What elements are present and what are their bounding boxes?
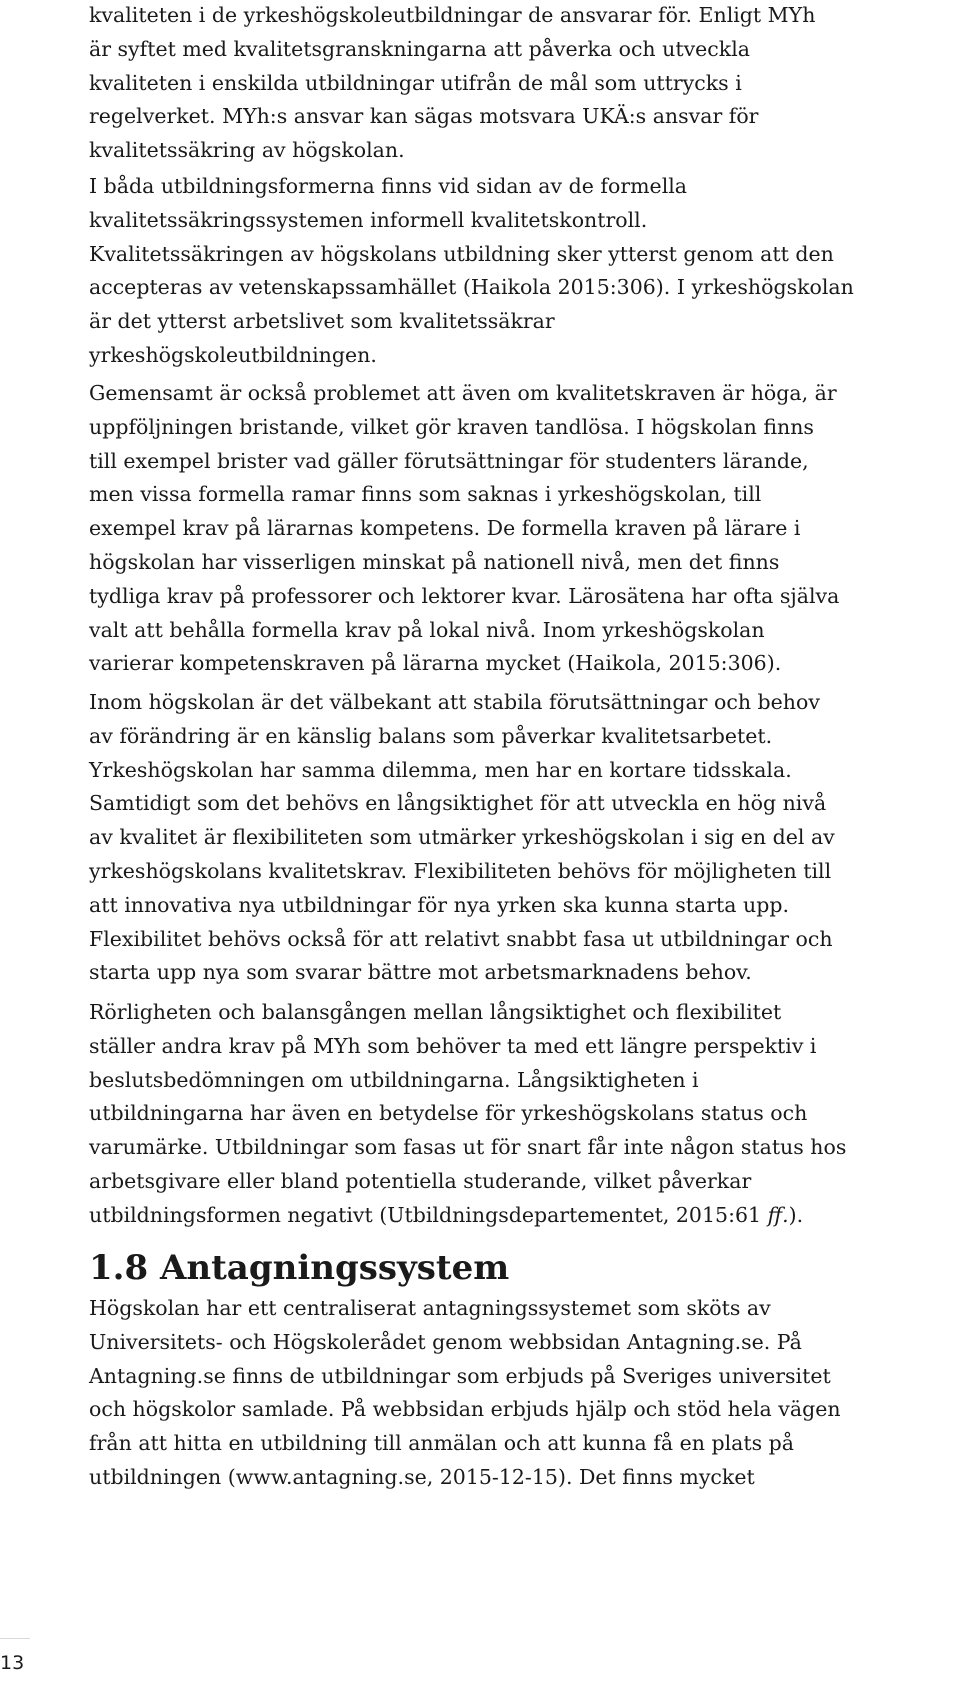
page-number: 13 xyxy=(0,1652,25,1674)
section-body xyxy=(89,1292,841,1495)
text-line: utbildningarna har även en betydelse för yrkeshögskolans status och xyxy=(89,1101,808,1126)
text-line: I båda utbildningsformerna finns vid sidan av de formella xyxy=(89,174,688,198)
text-line: Flexibilitet behövs också för att relativt snabbt fasa ut utbildningar och xyxy=(89,926,833,951)
text-line: av förändring är en känslig balans som påverkar kvalitetsarbetet. xyxy=(89,723,773,748)
text-line: kvaliteten i enskilda utbildningar utifrån de mål som uttrycks i xyxy=(89,70,742,95)
text-line: tydliga krav på professorer och lektorer kvar. Lärosätena har ofta själva xyxy=(89,583,840,608)
text-line: från att hitta en utbildning till anmälan och att kunna få en plats på xyxy=(89,1431,794,1456)
text-line: kvalitetssäkringssystemen informell kvalitetskontroll. xyxy=(89,207,648,232)
text-line: av kvalitet är flexibiliteten som utmärker yrkeshögskolan i sig en del av xyxy=(89,825,835,850)
paragraph xyxy=(89,170,854,373)
text-line: arbetsgivare eller bland potentiella studerande, vilket påverkar xyxy=(89,1168,752,1193)
text-line: men vissa formella ramar finns som saknas i yrkeshögskolan, till xyxy=(89,482,762,507)
text-line: varierar kompetenskraven på lärarna mycket (Haikola, 2015:306). xyxy=(89,651,782,676)
text-line: Kvalitetssäkringen av högskolans utbildning sker ytterst genom att den xyxy=(89,241,834,266)
text-line: kvalitetssäkring av högskolan. xyxy=(89,138,405,163)
text-line: exempel krav på lärarnas kompetens. De formella kraven på lärare i xyxy=(89,516,801,541)
text-line: uppföljningen bristande, vilket gör kraven tandlösa. I högskolan finns xyxy=(89,414,814,439)
text-line: regelverket. MYh:s ansvar kan sägas motsvara UKÄ:s ansvar för xyxy=(89,104,759,129)
text-line: kvaliteten i de yrkeshögskoleutbildningar de ansvarar för. Enligt MYh xyxy=(89,3,816,27)
citation-end: ). xyxy=(788,1202,804,1227)
text-line: till exempel brister vad gäller förutsättningar för studenters lärande, xyxy=(89,448,809,473)
text-line xyxy=(89,1199,846,1233)
paragraph xyxy=(89,996,846,1233)
text-line: är syftet med kvalitetsgranskningarna att påverka och utveckla xyxy=(89,36,750,61)
text-line: Samtidigt som det behövs en långsiktighet för att utveckla en hög nivå xyxy=(89,791,827,816)
text-line: beslutsbedömningen om utbildningarna. Långsiktigheten i xyxy=(89,1067,699,1092)
paragraph xyxy=(89,0,815,168)
text-line: Högskolan har ett centraliserat antagningssystemet som sköts av xyxy=(89,1296,771,1320)
text-line: accepteras av vetenskapssamhället (Haikola 2015:306). I yrkeshögskolan xyxy=(89,275,854,300)
text-line: Universitets- och Högskolerådet genom webbsidan Antagning.se. På xyxy=(89,1329,802,1354)
text-line: starta upp nya som svarar bättre mot arbetsmarknadens behov. xyxy=(89,960,752,985)
text-line: Antagning.se finns de utbildningar som erbjuds på Sveriges universitet xyxy=(89,1363,831,1388)
text-line: att innovativa nya utbildningar för nya yrken ska kunna starta upp. xyxy=(89,892,789,917)
text-line: yrkeshögskolans kvalitetskrav. Flexibiliteten behövs för möjligheten till xyxy=(89,858,832,883)
text-line: Gemensamt är också problemet att även om kvalitetskraven är höga, är xyxy=(89,381,837,405)
text-line: varumärke. Utbildningar som fasas ut för snart får inte någon status hos xyxy=(89,1135,847,1160)
section-heading: 1.8 Antagningssystem xyxy=(89,1248,510,1288)
paragraph xyxy=(89,686,835,990)
paragraph xyxy=(89,377,839,681)
text-line: högskolan har visserligen minskat på nationell nivå, men det finns xyxy=(89,549,780,574)
text-line: Yrkeshögskolan har samma dilemma, men har en kortare tidsskala. xyxy=(89,757,792,782)
page-number-rule xyxy=(0,1638,30,1639)
text-line: och högskolor samlade. På webbsidan erbjuds hjälp och stöd hela vägen xyxy=(89,1397,841,1422)
text-line: ställer andra krav på MYh som behöver ta med ett längre perspektiv i xyxy=(89,1033,817,1058)
citation-text: utbildningsformen negativt (Utbildningsdepartementet, 2015:61 xyxy=(89,1202,768,1227)
citation-italic: ff. xyxy=(767,1202,789,1227)
text-line: är det ytterst arbetslivet som kvalitetssäkrar xyxy=(89,309,555,334)
text-line: utbildningen (www.antagning.se, 2015-12-15). Det finns mycket xyxy=(89,1464,755,1489)
text-line: valt att behålla formella krav på lokal nivå. Inom yrkeshögskolan xyxy=(89,617,765,642)
text-line: yrkeshögskoleutbildningen. xyxy=(89,342,377,367)
text-line: Inom högskolan är det välbekant att stabila förutsättningar och behov xyxy=(89,690,820,714)
text-line: Rörligheten och balansgången mellan långsiktighet och flexibilitet xyxy=(89,1000,782,1024)
